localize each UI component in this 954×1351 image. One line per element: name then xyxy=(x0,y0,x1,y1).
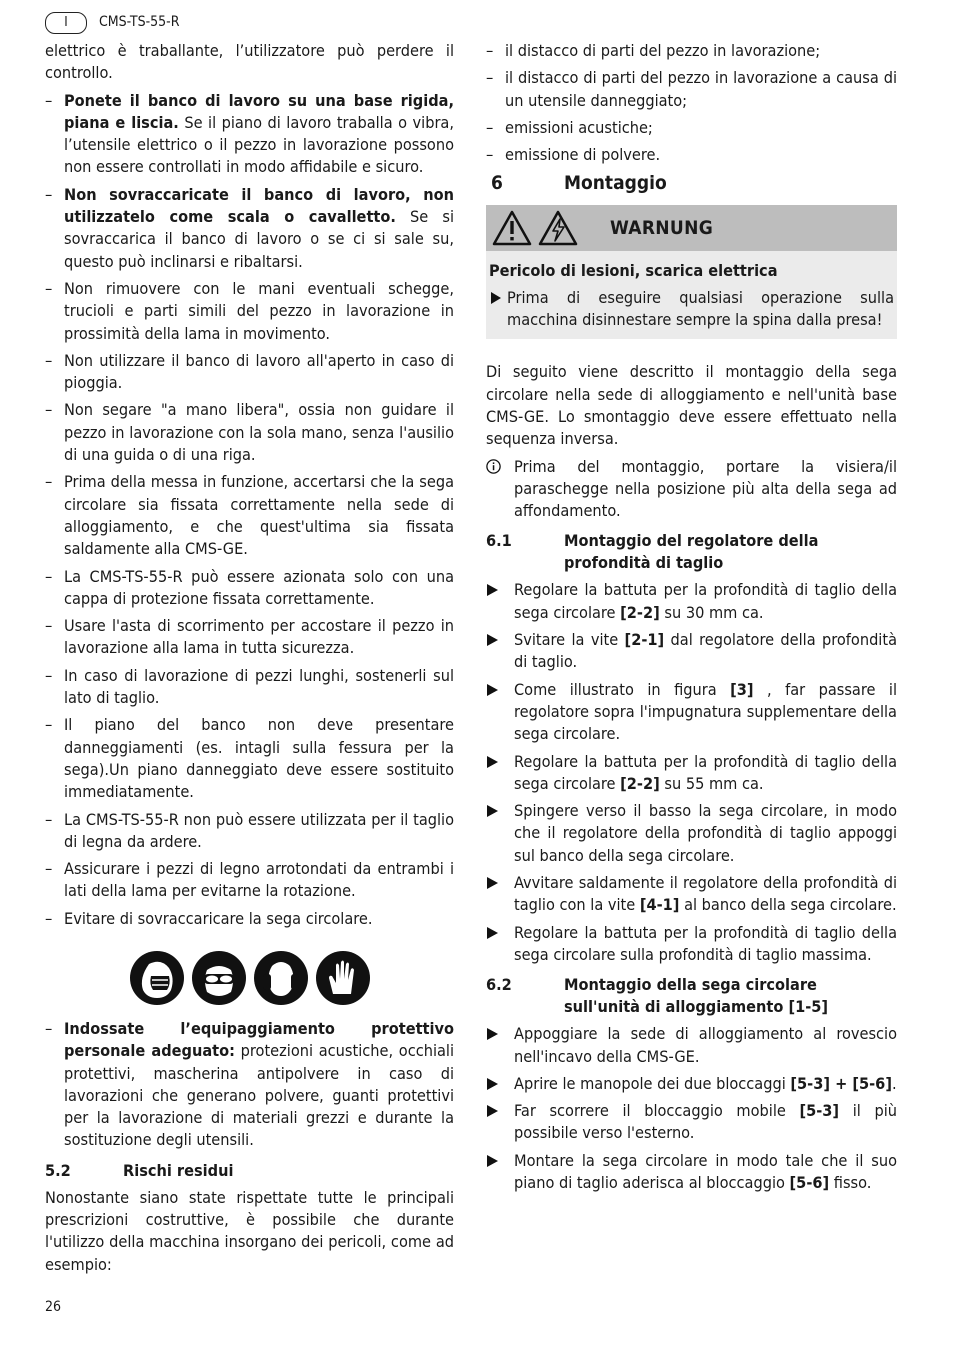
bullet-text: In caso di lavorazione di pezzi lunghi, sostenerli sul lato di taglio. xyxy=(64,665,454,708)
warning-header xyxy=(486,205,897,251)
step-text: , far passare il regolatore sopra l'impugnatura supplementare della sega circolare. xyxy=(514,679,897,744)
step-text: Montare la sega circolare in modo tale che il suo piano di taglio aderisca al bloccaggio xyxy=(514,1150,897,1192)
safety-bullet xyxy=(45,566,454,611)
ear-protection-icon xyxy=(253,950,309,1006)
step-text: Avvitare saldamente il regolatore della profondità di taglio con la vite xyxy=(514,873,897,915)
section-number: 5.2 xyxy=(45,1160,71,1180)
step-text: Svitare la vite xyxy=(514,630,625,650)
warning-triangle-icon xyxy=(492,210,532,246)
safety-bullet xyxy=(45,278,454,345)
step-text: dal regolatore della profondità di taglio. xyxy=(514,630,897,672)
section-6-1-heading xyxy=(486,530,897,574)
safety-bullet xyxy=(45,809,454,854)
steps-6-1 xyxy=(486,579,897,966)
ppe-icons xyxy=(45,950,454,1006)
warning-box xyxy=(486,205,897,339)
risk-item: – il distacco di parti del pezzo in lavorazione; xyxy=(486,40,897,62)
step-reference: [5-6] xyxy=(789,1172,830,1192)
section-6-heading xyxy=(491,171,897,195)
warning-subtitle: Pericolo di lesioni, scarica elettrica xyxy=(489,261,778,281)
step-text: fisso. xyxy=(829,1172,872,1192)
dust-mask-icon xyxy=(129,950,185,1006)
safety-bullet xyxy=(45,714,454,803)
section-number: 6 xyxy=(491,172,503,195)
language-badge: I xyxy=(45,12,87,34)
ppe-bullet-bold: Indossate l’equipaggiamento protettivo personale adeguato: xyxy=(64,1018,454,1061)
step-text: Regolare la battuta per la profondità di taglio della sega circolare xyxy=(514,580,897,622)
safety-bullet xyxy=(45,471,454,560)
risk-item: – emissioni acustiche; xyxy=(486,117,897,139)
step-text: su 55 mm ca. xyxy=(659,773,764,793)
step-reference: [4-1] xyxy=(639,895,680,915)
risk-list xyxy=(486,40,897,166)
electric-shock-icon xyxy=(538,210,578,246)
page-number: 26 xyxy=(45,1299,62,1315)
step-text: Appoggiare la sede di alloggiamento al rovescio nell'incavo della CMS-GE. xyxy=(514,1024,897,1066)
section-title: Montaggio del regolatore della profondità di taglio xyxy=(564,531,819,573)
step-reference: [5-3] xyxy=(799,1101,840,1121)
step-text: Come illustrato in figura xyxy=(514,679,731,699)
assembly-intro: Di seguito viene descritto il montaggio della sega circolare nella sede di alloggiamento e nell'unità base CMS-GE. Lo smontaggio deve essere effettuato nella sequenza inversa. xyxy=(486,362,897,449)
assembly-step xyxy=(486,751,897,796)
assembly-note xyxy=(486,456,897,523)
step-reference: [5-3] + [5-6] xyxy=(790,1073,892,1093)
assembly-step xyxy=(486,1023,897,1068)
bullet-text: Se il piano di lavoro traballa o vibra, l’utensile elettrico o il pezzo in lavorazione possono non essere controllati in modo affidabile e sicuro. xyxy=(64,112,454,177)
step-text: Spingere verso il basso la sega circolare, in modo che il regolatore della profondità di taglio appoggi sul banco della sega circolare. xyxy=(514,801,897,865)
bullet-text: Prima della messa in funzione, accertarsi che la sega circolare sia fissata correttamente nella sede di alloggiamento, e che quest'ultima sia fissata saldamente alla CMS-GE. xyxy=(64,472,454,559)
bullet-text: La CMS-TS-55-R può essere azionata solo con una cappa di protezione fissata correttamente. xyxy=(64,566,454,608)
residual-risks-text: Nonostante siano state rispettate tutte le principali prescrizioni costruttive, è possibile che durante l'utilizzo della macchina insorgano dei pericoli, come ad esempio: xyxy=(45,1187,454,1274)
warning-title: WARNUNG xyxy=(610,217,714,240)
section-6-2-heading xyxy=(486,974,897,1018)
bullet-bold: Non sovraccaricate il banco di lavoro, non utilizzatelo come scala o cavalletto. xyxy=(64,184,454,227)
section-title: Montaggio della sega circolare sull'unità di alloggiamento [1-5] xyxy=(564,975,829,1017)
section-title: Montaggio xyxy=(564,172,667,195)
assembly-step xyxy=(486,1100,897,1145)
risk-item: – il distacco di parti del pezzo in lavorazione a causa di un utensile danneggiato; xyxy=(486,67,897,112)
left-column xyxy=(45,40,454,1281)
safety-bullet xyxy=(45,615,454,660)
safety-bullet xyxy=(45,908,454,930)
step-reference: [2-2] xyxy=(620,773,660,793)
intro-continuation: elettrico è traballante, l’utilizzatore può perdere il controllo. xyxy=(45,41,454,83)
risk-item: – emissione di polvere. xyxy=(486,144,897,166)
safety-bullet xyxy=(45,399,454,466)
step-text: Far scorrere il bloccaggio mobile xyxy=(514,1101,800,1121)
step-text: al banco della sega circolare. xyxy=(679,895,897,915)
assembly-step xyxy=(486,1073,897,1095)
assembly-step xyxy=(486,872,897,917)
warning-text: Prima di eseguire qualsiasi operazione sulla macchina disinnestare sempre la spina dalla presa! xyxy=(489,287,894,332)
bullet-text: Assicurare i pezzi di legno arrotondati da entrambi i lati della lama per evitarne la rotazione. xyxy=(64,859,454,901)
safety-goggles-icon xyxy=(191,950,247,1006)
bullet-text: Se si sovraccarica il banco di lavoro o se ci si sale su, questo può inclinarsi e ribaltarsi. xyxy=(64,207,454,271)
step-reference: [2-1] xyxy=(624,630,665,650)
section-number: 6.2 xyxy=(486,975,512,995)
step-text: . xyxy=(891,1073,897,1093)
step-reference: [3] xyxy=(730,679,754,699)
note-text: Prima del montaggio, portare la visiera/il paraschegge nella posizione più alta della sega ad affondamento. xyxy=(514,456,897,521)
bullet-text: Non utilizzare il banco di lavoro all'aperto in caso di pioggia. xyxy=(64,350,454,393)
step-text: Aprire le manopole dei due bloccaggi xyxy=(514,1073,791,1093)
section-number: 6.1 xyxy=(486,531,512,551)
ppe-bullet-text: protezioni acustiche, occhiali protettivi, mascherina antipolvere in caso di lavorazioni che generano polvere, guanti protettivi per la lavorazione di materiali grezzi e durante la sostituzione degli utensili. xyxy=(64,1041,455,1150)
step-text: Regolare la battuta per la profondità di taglio della sega circolare xyxy=(514,751,897,793)
bullet-text: Il piano del banco non deve presentare danneggiamenti (es. intagli sulla fessura per la sega).Un piano danneggiato deve essere sostituito immediatamente. xyxy=(64,715,454,802)
step-text: su 30 mm ca. xyxy=(659,602,764,622)
bullet-text: La CMS-TS-55-R non può essere utilizzata per il taglio di legna da ardere. xyxy=(64,809,454,851)
steps-6-2 xyxy=(486,1023,897,1194)
ppe-bullet xyxy=(45,1018,454,1152)
model-name: CMS-TS-55-R xyxy=(99,14,180,30)
safety-bullet xyxy=(45,858,454,903)
warning-body xyxy=(486,251,897,339)
assembly-step xyxy=(486,679,897,746)
step-text: Regolare la battuta per la profondità di taglio della sega circolare sulla profondità di taglio massima. xyxy=(514,922,897,964)
bullet-text: Evitare di sovraccaricare la sega circolare. xyxy=(64,908,373,928)
bullet-bold: Ponete il banco di lavoro su una base rigida, piana e liscia. xyxy=(64,90,454,132)
bullet-text: Usare l'asta di scorrimento per accostare il pezzo in lavorazione alla lama in tutta sicurezza. xyxy=(64,616,454,658)
protective-gloves-icon xyxy=(315,950,371,1006)
bullet-text: Non segare "a mano libera", ossia non guidare il pezzo in lavorazione con la sola mano, senza l'ausilio di una guida o di una riga. xyxy=(64,400,454,465)
safety-bullet xyxy=(45,665,454,710)
assembly-step xyxy=(486,800,897,867)
right-column xyxy=(486,40,897,1199)
info-icon xyxy=(486,459,501,474)
assembly-step xyxy=(486,629,897,674)
assembly-step xyxy=(486,1150,897,1195)
assembly-step xyxy=(486,579,897,624)
assembly-step xyxy=(486,922,897,967)
section-5-2-heading xyxy=(45,1160,454,1182)
safety-bullet xyxy=(45,350,454,395)
safety-bullet xyxy=(45,184,454,273)
safety-bullet xyxy=(45,90,454,179)
section-title: Rischi residui xyxy=(123,1160,234,1180)
safety-bullets xyxy=(45,90,454,930)
step-text: il più possibile verso l'esterno. xyxy=(514,1101,897,1143)
step-reference: [2-2] xyxy=(620,602,660,622)
bullet-text: Non rimuovere con le mani eventuali schegge, trucioli e parti simili del pezzo in lavorazione in prossimità della lama in movimento. xyxy=(64,278,454,343)
